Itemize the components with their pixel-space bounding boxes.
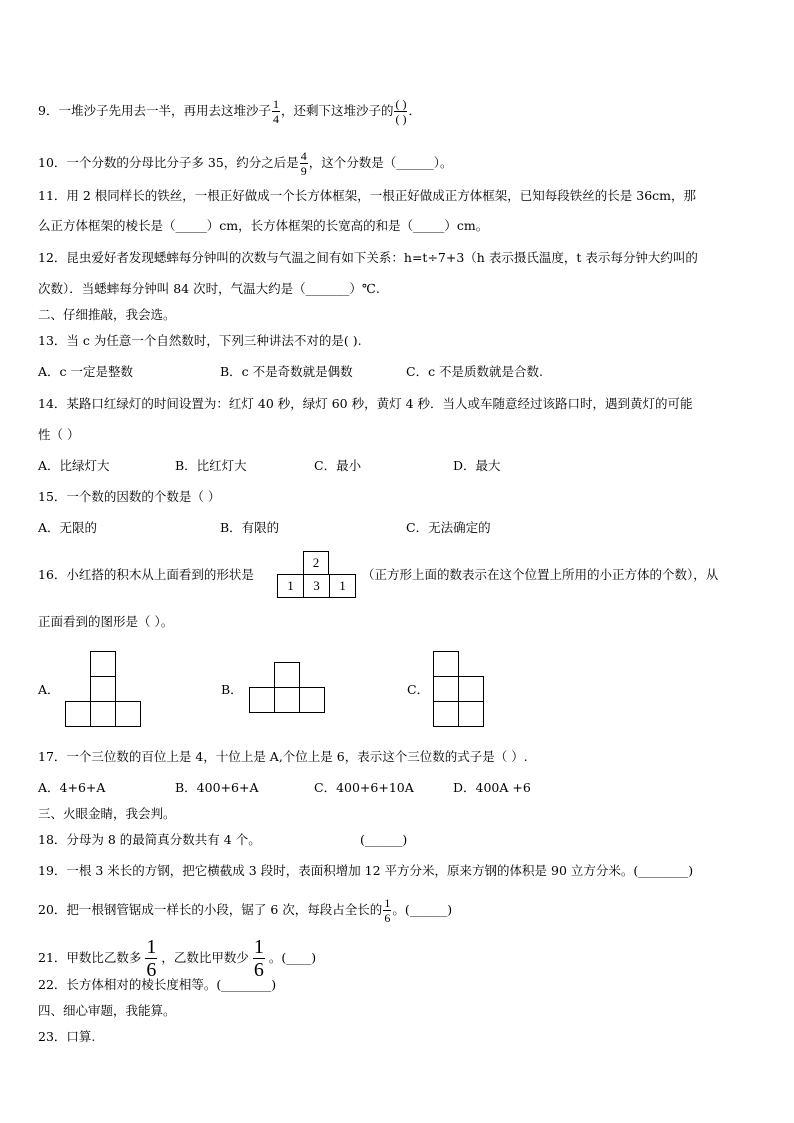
cube-square xyxy=(90,676,116,702)
question-19: 19．一根 3 米长的方钢，把它横截成 3 段时，表面积增加 12 平方分米，原来方钢的体积是 90 立方分米。(________) xyxy=(38,863,694,878)
cube-square xyxy=(299,687,325,713)
question-11-line-2: 么正方体框架的棱长是（_____）cm，长方体框架的长宽高的和是（_____）cm。 xyxy=(38,218,489,233)
q20-text-b: 。(______) xyxy=(392,902,453,917)
cube-square xyxy=(115,701,141,727)
question-16-line-2: 正面看到的图形是（ ）。 xyxy=(38,614,174,629)
q21-fraction-1: $\frac{1}{6}$ xyxy=(146,936,157,981)
q16-option-c-figure xyxy=(433,651,485,728)
question-18: 18．分母为 8 的最简真分数共有 4 个。 xyxy=(38,832,261,847)
q15-option-c: C．无法确定的 xyxy=(406,520,491,535)
q16-option-c-label: C． xyxy=(407,682,430,697)
cube-square xyxy=(65,701,91,727)
q13-option-b: B．c 不是奇数就是偶数 xyxy=(220,364,353,379)
cube-square xyxy=(433,701,459,727)
question-12-line-1: 12．昆虫爱好者发现蟋蟀每分钟叫的次数与气温之间有如下关系：h=t÷7+3（h 表示摄氏温度，t 表示每分钟大约叫的 xyxy=(38,250,698,265)
question-23: 23．口算. xyxy=(38,1029,96,1044)
cube-square xyxy=(249,687,275,713)
question-13: 13．当 c 为任意一个自然数时，下列三种讲法不对的是( ). xyxy=(38,333,362,348)
q10-fraction: $\frac{4}{9}$ xyxy=(300,149,307,178)
q13-option-a: A．c 一定是整数 xyxy=(38,364,134,379)
q13-option-c: C．c 不是质数就是合数. xyxy=(406,364,544,379)
q21-fraction-2: $\frac{1}{6}$ xyxy=(253,936,264,981)
q10-text-b: ，这个分数是（______）。 xyxy=(308,155,453,170)
cube-square xyxy=(458,676,484,702)
top-view-grid xyxy=(277,551,357,599)
q15-option-a: A．无限的 xyxy=(38,520,98,535)
q21-text-c: 。(____) xyxy=(268,950,317,965)
cube-square xyxy=(458,701,484,727)
q17-option-c: C．400+6+10A xyxy=(314,780,414,795)
q17-option-d: D．400A +6 xyxy=(453,780,531,795)
cube-square xyxy=(433,676,459,702)
cube-square xyxy=(90,701,116,727)
q9-text-b: ，还剩下这堆沙子的 xyxy=(280,103,394,118)
question-21 xyxy=(38,937,316,980)
q9-answer-fraction: $\frac{( )}{( )}$ xyxy=(395,97,407,126)
q15-option-b: B．有限的 xyxy=(220,520,280,535)
q9-fraction: $\frac{1}{4}$ xyxy=(272,97,279,126)
q9-text-c: ． xyxy=(408,103,421,118)
q14-option-b: B．比红灯大 xyxy=(175,458,247,473)
q20-fraction: $\frac{1}{6}$ xyxy=(384,896,391,925)
cube-square xyxy=(274,662,300,688)
top-view-cell: 1 xyxy=(329,574,356,598)
q14-option-d: D．最大 xyxy=(453,458,501,473)
section-3-heading: 三、火眼金睛，我会判。 xyxy=(38,806,176,821)
question-14-line-1: 14．某路口红绿灯的时间设置为：红灯 40 秒，绿灯 60 秒，黄灯 4 秒．当人或车随意经过该路口时，遇到黄灯的可能 xyxy=(38,396,693,411)
q16-option-a-label: A． xyxy=(38,682,60,697)
q10-text-a: 10．一个分数的分母比分子多 35，约分之后是 xyxy=(38,155,299,170)
q16-option-b-figure xyxy=(249,662,325,714)
top-view-cell: 2 xyxy=(303,551,329,575)
q17-option-b: B．400+6+A xyxy=(175,780,259,795)
q16-option-b-label: B． xyxy=(221,682,243,697)
q21-text-b: ，乙数比甲数少 xyxy=(161,950,249,965)
section-2-heading: 二、仔细推敲，我会选。 xyxy=(38,307,176,322)
top-view-cell: 1 xyxy=(277,574,304,598)
question-22: 22．长方体相对的棱长度相等。(________) xyxy=(38,977,277,992)
q16-option-a-figure xyxy=(65,651,141,728)
cube-square xyxy=(90,651,116,677)
q14-option-a: A．比绿灯大 xyxy=(38,458,110,473)
question-11-line-1: 11．用 2 根同样长的铁丝，一根正好做成一个长方体框架，一根正好做成正方体框架，已知每段铁丝的长是 36cm，那 xyxy=(38,188,697,203)
q17-option-a: A．4+6+A xyxy=(38,780,106,795)
question-14-line-2: 性（ ） xyxy=(38,427,80,442)
q21-text-a: 21．甲数比乙数多 xyxy=(38,950,142,965)
section-4-heading: 四、细心审题，我能算。 xyxy=(38,1003,176,1018)
top-view-cell: 3 xyxy=(303,574,330,598)
question-16-text-b: （正方形上面的数表示在这个位置上所用的小正方体的个数），从 xyxy=(362,567,719,582)
question-15: 15．一个数的因数的个数是（ ） xyxy=(38,489,221,504)
question-20 xyxy=(38,897,452,924)
question-16-text-a: 16．小红搭的积木从上面看到的形状是 xyxy=(38,567,254,582)
cube-square xyxy=(433,651,459,677)
question-12-line-2: 次数）．当蟋蟀每分钟叫 84 次时，气温大约是（_______）℃. xyxy=(38,281,380,296)
q20-text-a: 20．把一根钢管锯成一样长的小段，锯了 6 次，每段占全长的 xyxy=(38,902,383,917)
question-17: 17．一个三位数的百位上是 4，十位上是 A,个位上是 6，表示这个三位数的式子是（ ）. xyxy=(38,749,528,764)
q14-option-c: C．最小 xyxy=(314,458,362,473)
question-9 xyxy=(38,98,421,125)
q9-text-a: 9．一堆沙子先用去一半，再用去这堆沙子 xyxy=(38,103,271,118)
q18-answer-paren: (______) xyxy=(360,832,408,847)
cube-square xyxy=(274,687,300,713)
question-10 xyxy=(38,150,453,177)
